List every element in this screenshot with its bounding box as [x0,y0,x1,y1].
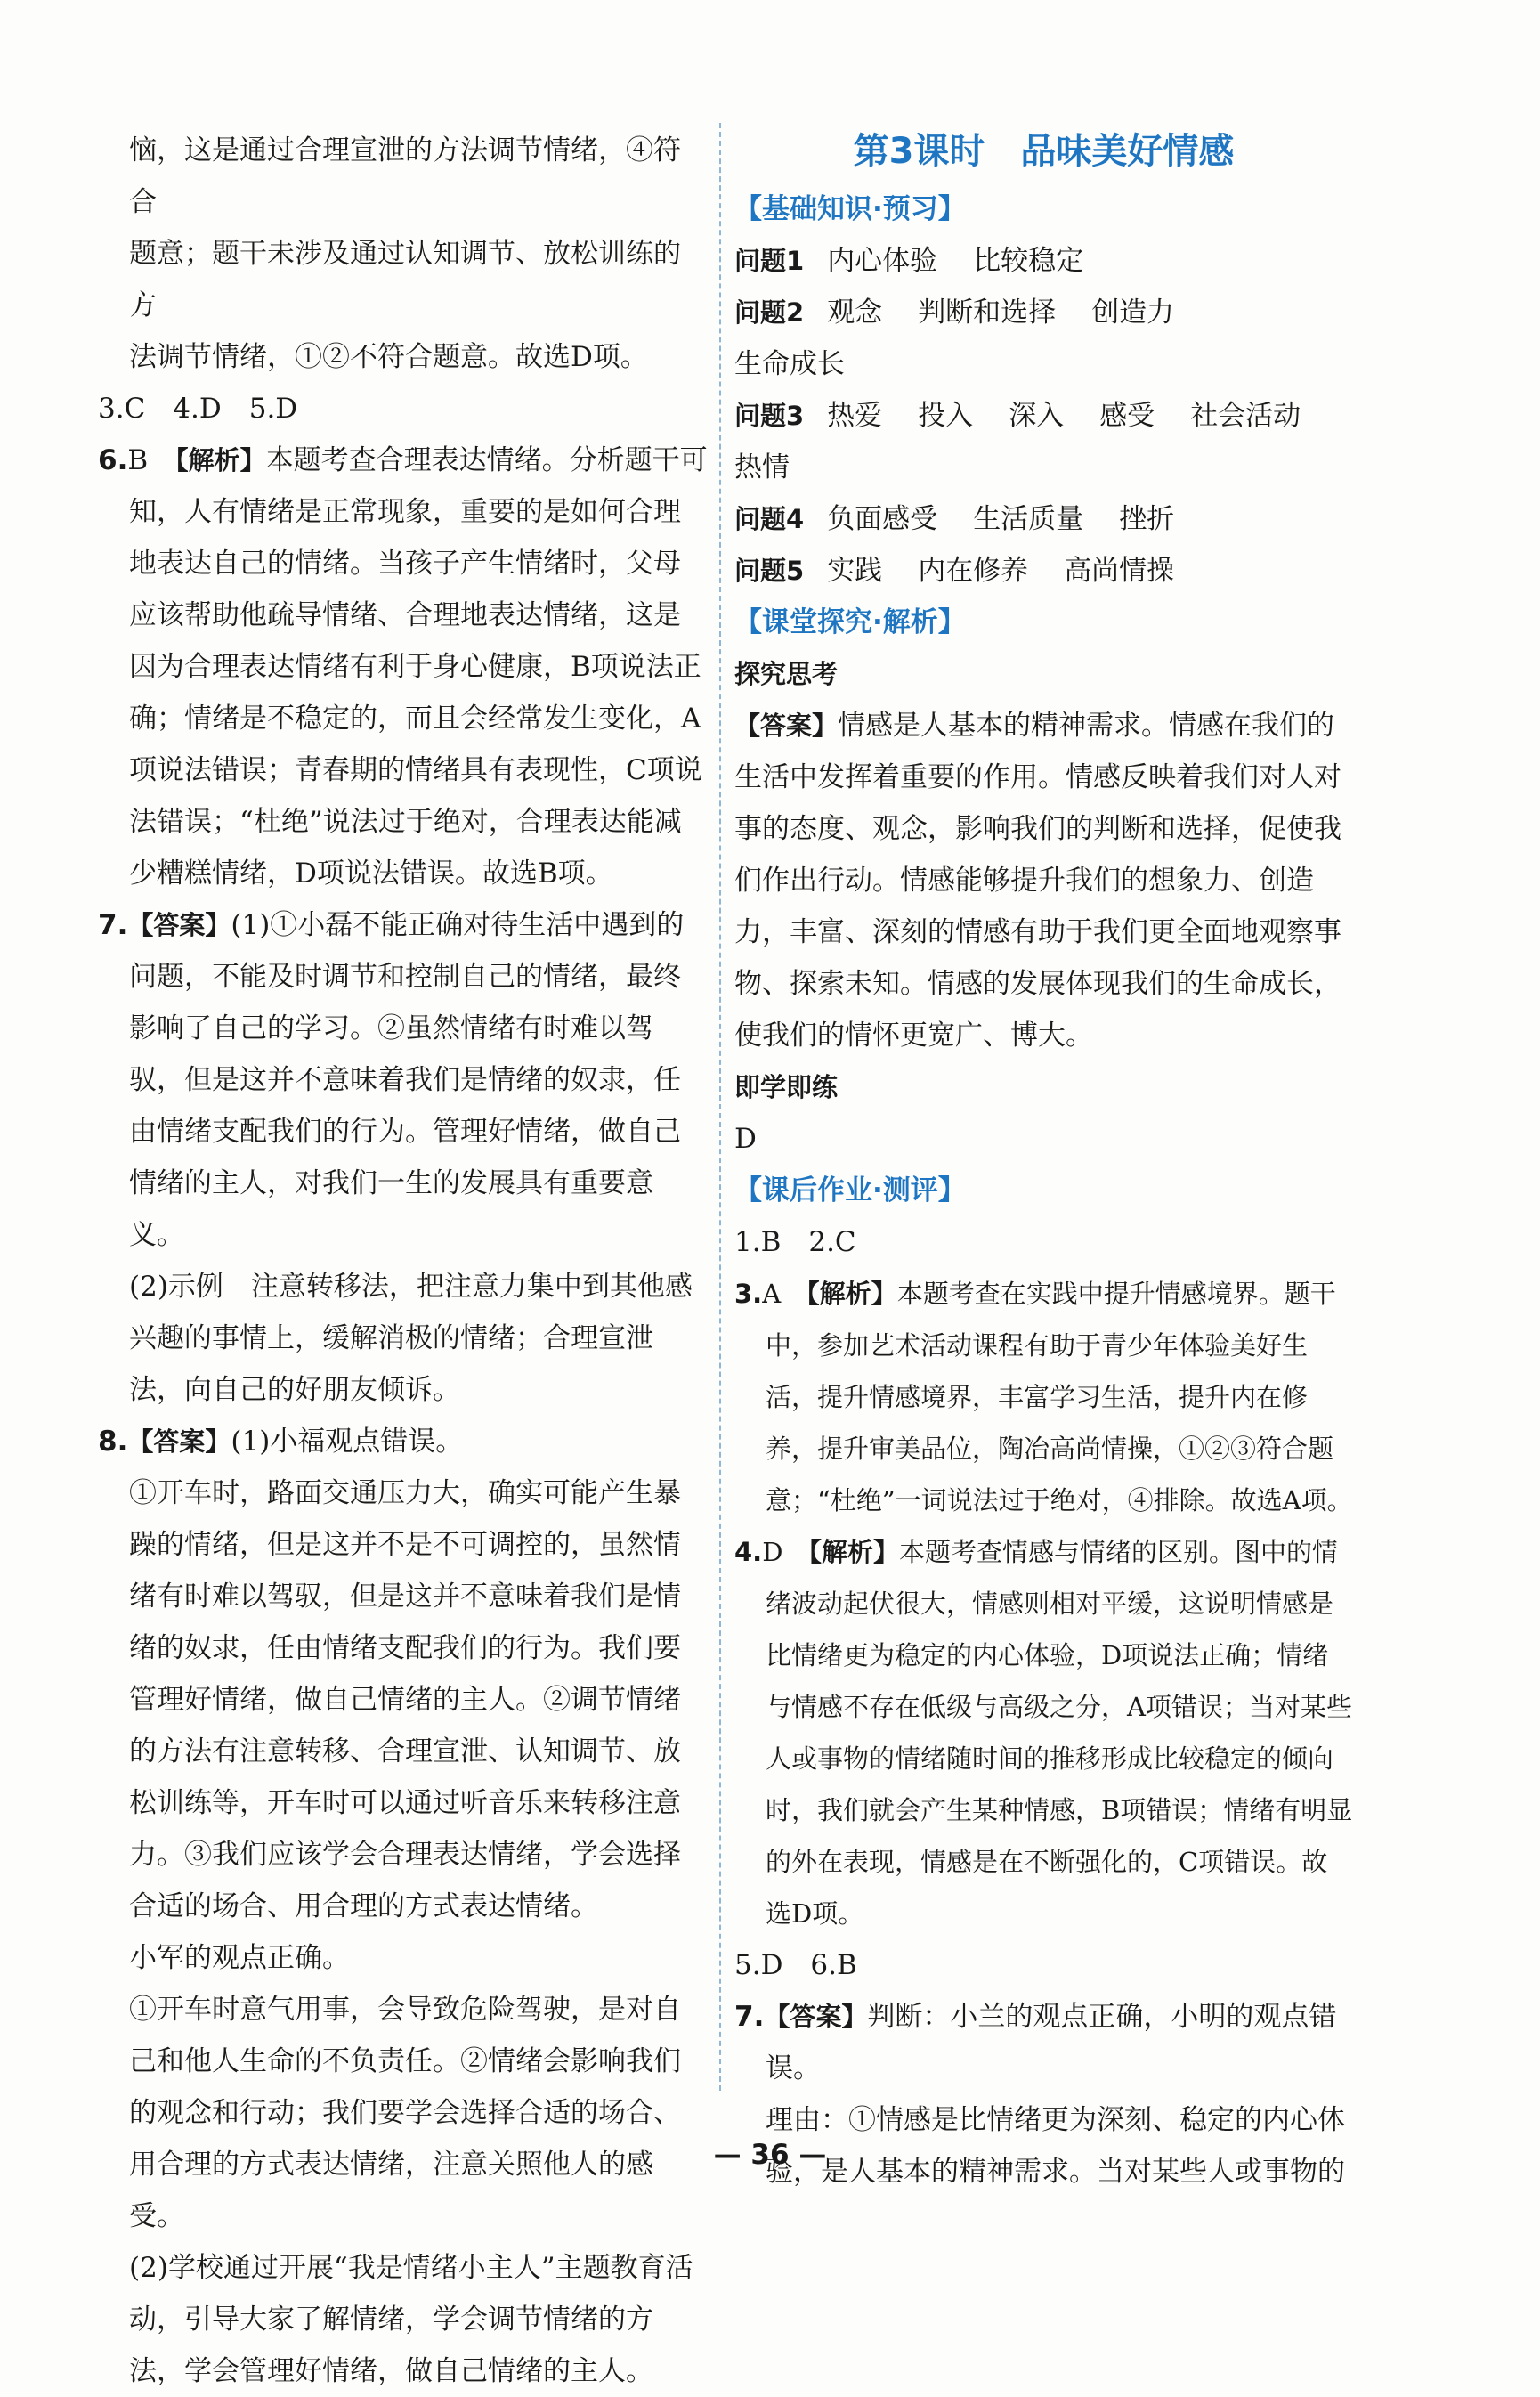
question-6 [98,435,708,899]
question-2-row [734,287,1353,390]
prev-answer-line-2: 题意；题干未涉及通过认知调节、放松训练的方 [129,238,681,321]
question-3-row [734,390,1353,493]
q8-part-2: (2)学校通过开展“我是情绪小主人”主题教育活动，引导大家了解情绪，学会调节情绪的方法，学会管理好情绪，做自己情绪的主人。 [129,2252,693,2387]
hw-q4-answer: D [762,1537,783,1567]
q3-answer-6: 热情 [734,451,790,483]
left-column [98,125,708,2397]
question-4 [734,1526,1353,1939]
question-5-row [734,545,1353,597]
q8-part-1: (1)小福观点错误。 [231,1426,464,1458]
hw-q3-analysis-tag: 【解析】 [806,1279,897,1309]
q3-answer-1: 热爱 [827,400,883,432]
q6-answer: B [127,444,149,476]
prev-answer-line-3: 法调节情绪，①②不符合题意。故选D项。 [129,341,648,373]
section-basic-knowledge: 【基础知识·预习】 [734,193,966,225]
hw-q3-answer: A [762,1279,782,1309]
answers-1-2: 1.B 2.C [734,1226,856,1258]
q8-xiaofu-reason: ①开车时，路面交通压力大，确实可能产生暴躁的情绪，但是这并不是不可调控的，虽然情绪有时难以驾驭，但是这并不意味着我们是情绪的奴隶，任由情绪支配我们的行为。我们要管理好情绪，做自己情绪的主人。②调节情绪的方法有注意转移、合理宣泄、认知调节、放松训练等，开车时可以通过听音乐来转移注意力。③我们应该学会合理表达情绪，学会选择合适的场合、用合理的方式表达情绪。 [129,1477,681,1922]
q3-answer-5: 社会活动 [1190,400,1301,432]
q7-part-1: (1)①小磊不能正确对待生活中遇到的问题，不能及时调节和控制自己的情绪，最终影响了自己的学习。②虽然情绪有时难以驾驭，但是这并不意味着我们是情绪的奴隶，任由情绪支配我们的行为。管理好情绪，做自己情绪的主人，对我们一生的发展具有重要意义。 [129,909,685,1251]
q3-answer-4: 感受 [1099,400,1155,432]
q5-answer-2: 内在修养 [918,555,1029,587]
question-4-label: 问题4 [734,504,805,534]
page-number: — 36 — [713,2139,827,2171]
question-4-row [734,493,1353,545]
right-column [734,125,1353,2198]
explore-answer-text: 情感是人基本的精神需求。情感在我们的生活中发挥着重要的作用。情感反映着我们对人对事的态度、观念，影响我们的判断和选择，促使我们作出行动。情感能够提升我们的想象力、创造力，丰富、深刻的情感有助于我们更全面地观察事物、探索未知。情感的发展体现我们的生命成长，使我们的情怀更宽广、博大。 [734,710,1341,1052]
hw-q7-number: 7. [734,2001,765,2033]
q3-answer-3: 深入 [1009,400,1065,432]
explore-answer [734,700,1353,1061]
q4-answer-3: 挫折 [1119,503,1175,535]
q2-answer-3: 创造力 [1091,297,1175,329]
answers-5-6: 5.D 6.B [734,1949,857,1981]
q8-number: 8. [98,1426,128,1458]
q6-number: 6. [98,444,128,476]
hw-q7-reason: 理由：①情感是比情绪更为深刻、稳定的内心体验，是人基本的精神需求。当对某些人或事物的 [766,2104,1345,2188]
q4-answer-2: 生活质量 [973,503,1084,535]
q2-answer-1: 观念 [827,297,883,329]
q3-answer-2: 投入 [918,400,974,432]
question-7-right [734,1991,1353,2094]
question-8 [98,1416,708,1467]
answers-3-5: 3.C 4.D 5.D [98,393,298,425]
explore-heading: 探究思考 [734,659,839,689]
q1-answer-2: 比较稳定 [973,245,1084,277]
hw-q3-number: 3. [734,1279,763,1309]
q7-part-2: (2)示例 注意转移法，把注意力集中到其他感兴趣的事情上，缓解消极的情绪；合理宣泄法，向自己的好朋友倾诉。 [129,1271,693,1406]
question-1-row [734,235,1353,287]
question-3 [734,1268,1353,1526]
hw-q4-analysis-tag: 【解析】 [808,1537,899,1567]
practice-heading: 即学即练 [734,1072,839,1102]
q5-answer-3: 高尚情操 [1064,555,1175,587]
q1-answer-1: 内心体验 [827,245,938,277]
question-3-label: 问题3 [734,401,805,431]
question-2-label: 问题2 [734,297,805,328]
explore-answer-tag: 【答案】 [734,711,839,741]
hw-q7-judgement: 判断：小兰的观点正确，小明的观点错误。 [766,2001,1337,2084]
q6-analysis-tag: 【解析】 [175,445,266,475]
question-7 [98,899,708,1261]
hw-q3-analysis-text: 本题考查在实践中提升情感境界。题干中，参加艺术活动课程有助于青少年体验美好生活，提升情感境界，丰富学习生活，提升内在修养，提升审美品位，陶冶高尚情操，①②③符合题意；“杜绝”一词说法过于绝对，④排除。故选A项。 [766,1279,1353,1515]
hw-q4-analysis-text: 本题考查情感与情绪的区别。图中的情绪波动起伏很大，情感则相对平缓，这说明情感是比情绪更为稳定的内心体验，D项说法正确；情绪与情感不存在低级与高级之分，A项错误；当对某些人或事物的情绪随时间的推移形成比较稳定的倾向时，我们就会产生某种情感，B项错误；情绪有明显的外在表现，情感是在不断强化的，C项错误。故选D项。 [766,1537,1353,1929]
section-classroom-inquiry: 【课堂探究·解析】 [734,606,966,638]
q2-answer-4: 生命成长 [734,348,845,380]
q7-answer-tag: 【答案】 [127,910,231,940]
question-1-label: 问题1 [734,246,805,276]
hw-q4-number: 4. [734,1537,763,1567]
q2-answer-2: 判断和选择 [918,297,1057,329]
q8-xiaojun-view: 小军的观点正确。 [129,1942,350,1974]
q4-answer-1: 负面感受 [827,503,938,535]
q5-answer-1: 实践 [827,555,883,587]
q6-analysis-text: 本题考查合理表达情绪。分析题干可知，人有情绪是正常现象，重要的是如何合理地表达自己的情绪。当孩子产生情绪时，父母应该帮助他疏导情绪、合理地表达情绪，这是因为合理表达情绪有利于身心健康，B项说法正确；情绪是不稳定的，而且会经常发生变化，A项说法错误；青春期的情绪具有表现性，C项说法错误；“杜绝”说法过于绝对，合理表达能减少糟糕情绪，D项说法错误。故选B项。 [129,444,708,890]
hw-q7-answer-tag: 【答案】 [764,2002,868,2032]
question-5-label: 问题5 [734,556,805,586]
lesson-title: 第3课时 品味美好情感 [853,131,1235,172]
column-divider [719,123,721,2091]
q7-number: 7. [98,909,128,941]
q8-xiaojun-reason: ①开车时意气用事，会导致危险驾驶，是对自己和他人生命的不负责任。②情绪会影响我们的观念和行动；我们要学会选择合适的场合、用合理的方式表达情绪，注意关照他人的感受。 [129,1994,681,2232]
q8-answer-tag: 【答案】 [127,1426,231,1457]
prev-answer-line-1: 恼，这是通过合理宣泄的方法调节情绪，④符合 [129,134,681,218]
section-homework: 【课后作业·测评】 [734,1174,966,1207]
practice-answer: D [734,1123,757,1155]
